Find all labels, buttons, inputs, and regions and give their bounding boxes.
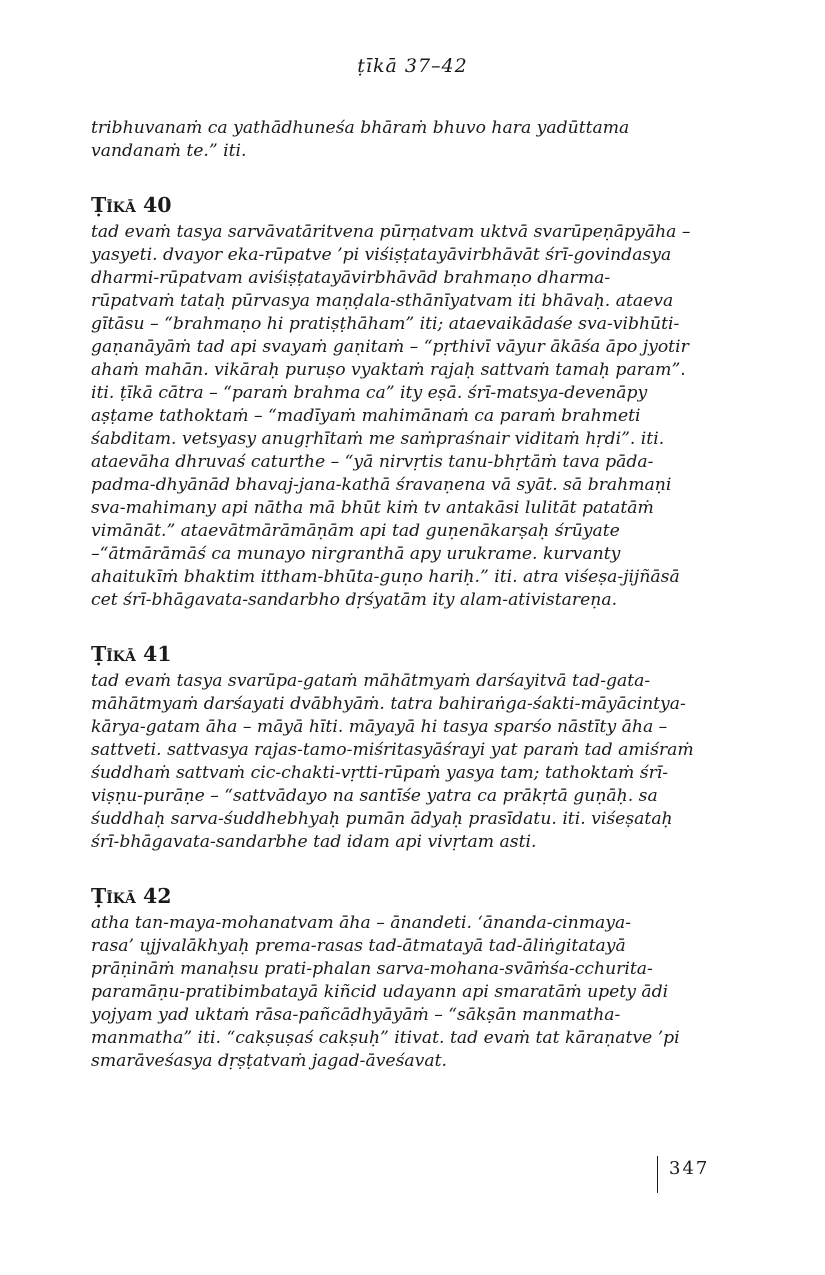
heading-number: 41 [142, 642, 172, 666]
section-heading-tika-42 [91, 882, 707, 910]
text-line: ahaṁ mahān. vikāraḥ puruṣo vyaktaṁ rajaḥ sattvaṁ tamaḥ param”. [91, 360, 686, 380]
text-line: iti. ṭīkā cātra – “paraṁ brahma ca” ity eṣā. śrī-matsya-devenāpy [91, 383, 648, 403]
heading-number: 42 [142, 884, 172, 908]
heading-number: 40 [142, 193, 172, 217]
text-line: paramāṇu-pratibimbatayā kiñcid udayann api smaratāṁ upety ādi [91, 982, 669, 1002]
heading-word: Ṭīkā [91, 884, 136, 908]
text-line: sattveti. sattvasya rajas-tamo-miśritasyāśrayi yat paraṁ tad amiśraṁ [91, 740, 694, 760]
section-heading-tika-41 [91, 640, 707, 668]
intro-paragraph [91, 117, 707, 163]
text-line: śuddhaḥ sarva-śuddhebhyaḥ pumān ādyaḥ prasīdatu. iti. viśeṣataḥ [91, 809, 673, 829]
running-head: ṭīkā 37–42 [357, 55, 468, 77]
section-heading-tika-40 [91, 191, 707, 219]
text-line: ahaitukīṁ bhaktim ittham-bhūta-guṇo hariḥ.” iti. atra viśeṣa-jijñāsā [91, 567, 680, 587]
text-line: yojyam yad uktaṁ rāsa-pañcādhyāyāṁ – “sākṣān manmatha- [91, 1005, 621, 1025]
text-line: tribhuvanaṁ ca yathādhuneśa bhāraṁ bhuvo hara yadūttama [91, 118, 630, 138]
text-line: dharmi-rūpatvam aviśiṣṭatayāvirbhāvād brahmaṇo dharma- [91, 268, 611, 288]
text-line: viṣṇu-purāṇe – “sattvādayo na santīśe yatra ca prākṛtā guṇāḥ. sa [91, 786, 658, 806]
text-line: prāṇināṁ manaḥsu prati-phalan sarva-mohana-svāṁśa-cchurita- [91, 959, 653, 979]
tika-41-paragraph [91, 670, 707, 854]
heading-word: Ṭīkā [91, 193, 136, 217]
text-line: sva-mahimany api nātha mā bhūt kiṁ tv antakāsi lulitāt patatāṁ [91, 498, 654, 518]
text-line: śrī-bhāgavata-sandarbhe tad idam api vivṛtam asti. [91, 832, 537, 852]
folio-divider [657, 1156, 658, 1193]
text-line: vimānāt.” ataevātmārāmāṇām api tad guṇenākarṣaḥ śrūyate [91, 521, 620, 541]
text-line: tad evaṁ tasya sarvāvatāritvena pūrṇatvam uktvā svarūpeṇāpyāha – [91, 222, 691, 242]
text-line: rasa’ ujjvalākhyaḥ prema-rasas tad-ātmatayā tad-āliṅgitatayā [91, 936, 626, 956]
tika-40-paragraph [91, 221, 707, 612]
text-line: padma-dhyānād bhavaj-jana-kathā śravaṇena vā syāt. sā brahmaṇi [91, 475, 672, 495]
tika-42-paragraph [91, 912, 707, 1073]
text-line: māhātmyaṁ darśayati dvābhyāṁ. tatra bahiraṅga-śakti-māyācintya- [91, 694, 686, 714]
text-line: yasyeti. dvayor eka-rūpatve ’pi viśiṣṭatayāvirbhāvāt śrī-govindasya [91, 245, 672, 265]
text-line: śabditam. vetsyasy anugṛhītaṁ me saṁpraśnair viditaṁ hṛdi”. iti. [91, 429, 665, 449]
text-line: śuddhaṁ sattvaṁ cic-chakti-vṛtti-rūpaṁ yasya tam; tathoktaṁ śrī- [91, 763, 669, 783]
text-line: –“ātmārāmāś ca munayo nirgranthā apy urukrame. kurvanty [91, 544, 621, 564]
page-number: 347 [669, 1158, 710, 1179]
text-line: cet śrī-bhāgavata-sandarbho dṛśyatām ity alam-ativistareṇa. [91, 590, 618, 610]
text-line: smarāveśasya dṛṣṭatvaṁ jagad-āveśavat. [91, 1051, 447, 1071]
text-line: tad evaṁ tasya svarūpa-gataṁ māhātmyaṁ darśayitvā tad-gata- [91, 671, 651, 691]
page-body [91, 117, 707, 1073]
text-line: rūpatvaṁ tataḥ pūrvasya maṇḍala-sthānīyatvam iti bhāvaḥ. ataeva [91, 291, 674, 311]
heading-word: Ṭīkā [91, 642, 136, 666]
text-line: ataevāha dhruvaś caturthe – “yā nirvṛtis tanu-bhṛtāṁ tava pāda- [91, 452, 654, 472]
text-line: vandanaṁ te.” iti. [91, 141, 247, 161]
text-line: gītāsu – “brahmaṇo hi pratiṣṭhāham” iti; ataevaikādaśe sva-vibhūti- [91, 314, 680, 334]
text-line: gaṇanāyāṁ tad api svayaṁ gaṇitaṁ – “pṛthivī vāyur ākāśa āpo jyotir [91, 337, 689, 357]
text-line: atha tan-maya-mohanatvam āha – ānandeti. ‘ānanda-cinmaya- [91, 913, 632, 933]
text-line: aṣṭame tathoktaṁ – “madīyaṁ mahimānaṁ ca paraṁ brahmeti [91, 406, 641, 426]
text-line: manmatha” iti. “cakṣuṣaś cakṣuḥ” itivat. tad evaṁ tat kāraṇatve ’pi [91, 1028, 680, 1048]
text-line: kārya-gatam āha – māyā hīti. māyayā hi tasya sparśo nāstīty āha – [91, 717, 668, 737]
